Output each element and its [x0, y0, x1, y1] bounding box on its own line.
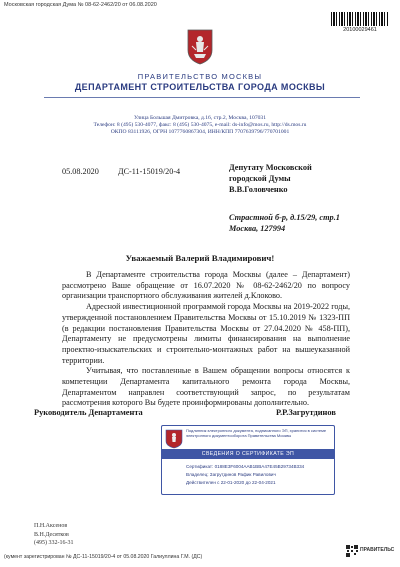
government-title: ПРАВИТЕЛЬСТВО МОСКВЫ: [137, 72, 263, 81]
executor-name: П.Н.Аксенов: [34, 523, 68, 529]
letter-body: [62, 270, 350, 409]
signatory-name: Р.Р.Загрутдинов: [276, 408, 336, 417]
recipient-address-line: Страстной б-р, д.15/29, стр.1: [229, 213, 340, 222]
recipient-address: [229, 212, 340, 234]
moscow-coat-of-arms-icon: [186, 28, 214, 66]
executors-block: [34, 522, 74, 548]
footer-registration-text: (кумент зарегистрирован № ДС-11-15019/20-4 от 05.08.2020 Галиуллина Г.М. (ДС): [4, 554, 203, 560]
electronic-signature-stamp: [161, 425, 335, 495]
body-paragraph: Адресной инвестиционной программой города Москвы на 2019-2022 годы, утвержденной постановлением Правительства Москвы от 15.10.2019 № 1323-ПП (в редакции постановления Правительства Москвы от 27.04.2020 № 458-ПП), Департаменту не предусмотрены лимиты финансирования на выполнение проектно-изыскательских и строительно-монтажных работ на вышеуказанной территории.: [62, 302, 350, 365]
registry-codes-line: ОКПО 83111926, ОГРН 1077760867304, ИНН/КПП 7707639796/770701001: [110, 129, 290, 135]
stamp-header-text: Подлинник электронного документа, подписанного ЭП, хранится в системе электронного документооборота Правительства Москвы: [186, 428, 327, 438]
greeting: Уважаемый Валерий Владимирович!: [125, 253, 275, 263]
recipient-block: [229, 162, 312, 195]
body-paragraph: В Департаменте строительства города Москвы (далее – Департамент) рассмотрено Ваше обращение от 16.07.2020 № 08-62-2462/20 по вопросу организации транспортного обслуживания жителей д.Клоково.: [62, 270, 350, 301]
certificate-serial: Сертификат: 0188E3F6004AAB1BBA47E45B29734B334: [186, 464, 305, 469]
body-paragraph: Учитывая, что поставленные в Вашем обращении вопросы относятся к компетенции Департамента капитального ремонта города Москвы, Департаментом направлен соответствующий запрос, по результатам рассмотрения которого Вы будете проинформированы дополнительно.: [62, 366, 350, 408]
certificate-validity: Действителен с 22-01-2020 до 22-04-2021: [186, 480, 276, 485]
recipient-name: В.В.Головченко: [229, 185, 288, 194]
signatory-role: Руководитель Департамента: [34, 408, 143, 417]
stamp-title: СВЕДЕНИЯ О СЕРТИФИКАТЕ ЭП: [162, 449, 334, 459]
qr-code-icon: [346, 545, 358, 557]
barcode: [331, 12, 389, 26]
footer-logo-text: ПРАВИТЕЛЬС: [360, 547, 395, 553]
contacts-line: Телефон: 8 (495) 530-4077, факс: 8 (495) 530-4075, e-mail: ds-info@mos.ru, http://ds.mos.ru: [93, 122, 307, 128]
recipient-line: городской Думы: [229, 174, 291, 183]
registration-date: 05.08.2020: [62, 167, 99, 176]
barcode-number: 20100029461: [343, 27, 377, 33]
certificate-owner: Владелец: Загрутдинов Рафик Равилович: [186, 472, 276, 477]
recipient-line: Депутату Московской: [229, 163, 312, 172]
header-divider: [44, 97, 360, 98]
registration-number: ДС-11-15019/20-4: [118, 167, 181, 176]
executor-phone: (495) 332-16-31: [34, 540, 74, 546]
department-title: ДЕПАРТАМЕНТ СТРОИТЕЛЬСТВА ГОРОДА МОСКВЫ: [74, 82, 326, 92]
recipient-address-line: Москва, 127994: [229, 224, 286, 233]
address-line: Улица Большая Дмитровка, д.16, стр.2, Москва, 107031: [133, 115, 267, 121]
moscow-coat-of-arms-icon: [165, 429, 183, 449]
top-registration-line: Московская городская Дума № 08-62-2462/20 от 06.08.2020: [4, 2, 157, 8]
executor-name: В.Н.Десятков: [34, 531, 69, 538]
